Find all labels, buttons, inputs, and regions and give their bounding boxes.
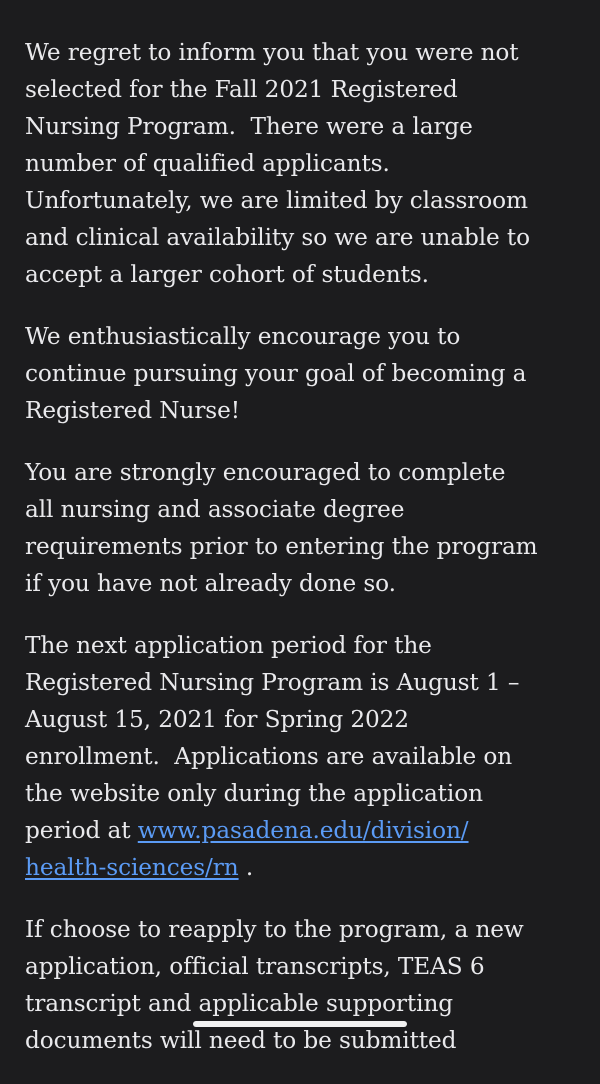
text-line: documents will need to be submitted <box>25 1027 457 1054</box>
text-line: Registered Nurse! <box>25 397 240 424</box>
text-line <box>25 812 585 849</box>
application-period-paragraph <box>25 627 585 886</box>
text-line: Unfortunately, we are limited by classroom <box>25 187 528 214</box>
text-line: and clinical availability so we are unable to <box>25 224 531 251</box>
text-line: selected for the Fall 2021 Registered <box>25 76 458 103</box>
requirements-paragraph <box>25 454 585 602</box>
text-line: number of qualified applicants. <box>25 150 390 177</box>
text-line: You are strongly encouraged to complete <box>25 459 506 486</box>
text-line: enrollment. Applications are available on <box>25 743 513 770</box>
text-line <box>25 849 585 886</box>
text-line: if you have not already done so. <box>25 570 396 597</box>
text-line: The next application period for the <box>25 632 432 659</box>
program-website-link-continued[interactable]: health-sciences/rn <box>25 854 239 881</box>
encouragement-paragraph <box>25 318 585 429</box>
text-line: We regret to inform you that you were not <box>25 39 519 66</box>
program-website-link[interactable]: www.pasadena.edu/division/ <box>137 817 469 844</box>
text-line: continue pursuing your goal of becoming a <box>25 360 527 387</box>
home-indicator[interactable] <box>193 1021 407 1027</box>
text-line: Registered Nursing Program is August 1 – <box>25 669 520 696</box>
text-line: requirements prior to entering the program <box>25 533 538 560</box>
rejection-paragraph <box>25 34 585 293</box>
text-line: transcript and applicable supporting <box>25 990 454 1017</box>
text-line: August 15, 2021 for Spring 2022 <box>25 706 409 733</box>
text-line: Nursing Program. There were a large <box>25 113 473 140</box>
text-line: accept a larger cohort of students. <box>25 261 429 288</box>
text-line: all nursing and associate degree <box>25 496 405 523</box>
text-line: If choose to reapply to the program, a new <box>25 916 524 943</box>
link-suffix: . <box>238 854 254 881</box>
link-prefix: period at <box>25 817 138 844</box>
reapply-paragraph <box>25 911 585 1059</box>
text-line: application, official transcripts, TEAS 6 <box>25 953 485 980</box>
email-body <box>25 34 585 1084</box>
text-line: We enthusiastically encourage you to <box>25 323 461 350</box>
text-line: the website only during the application <box>25 780 483 807</box>
